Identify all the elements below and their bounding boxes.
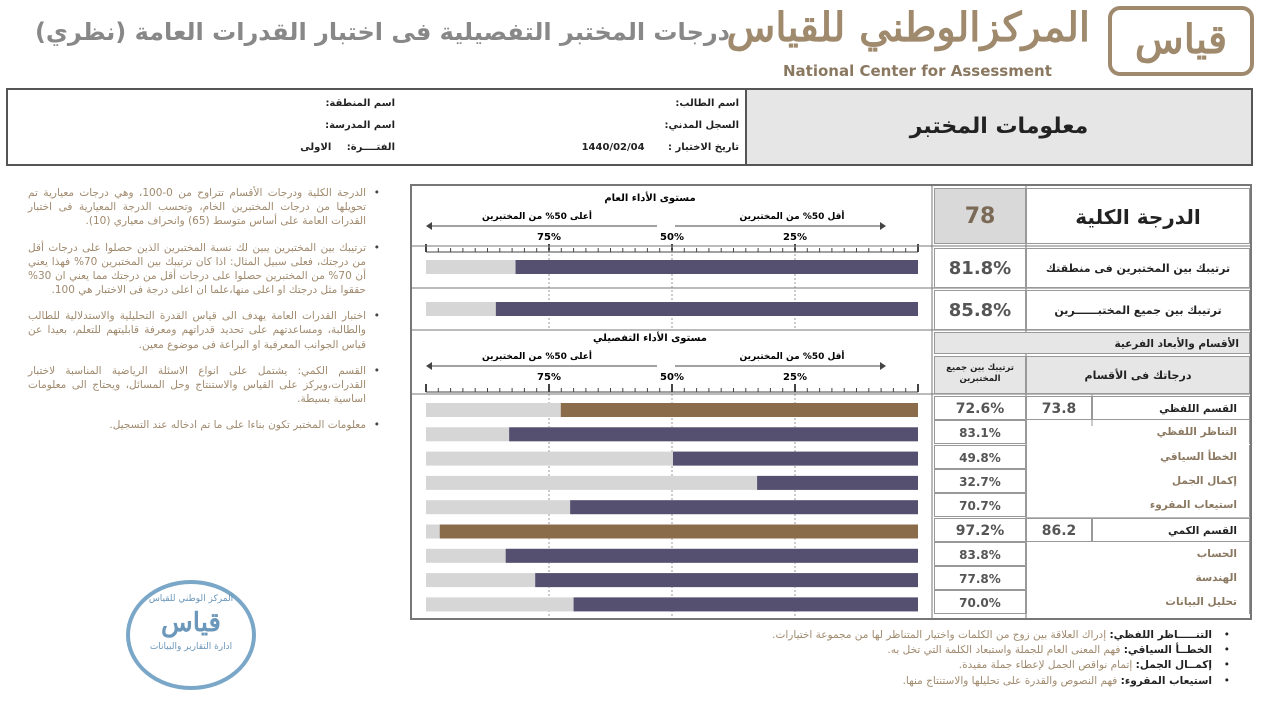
legend-item-label: إكمــال الجمل: xyxy=(1135,659,1212,672)
student-name-label: اسم الطالب: xyxy=(675,98,739,109)
section-label: الحساب xyxy=(1026,542,1250,566)
school-label: اسم المدرسة: xyxy=(325,120,395,131)
overall-left-arrowhead xyxy=(426,222,432,230)
overall-right-arrowhead xyxy=(880,222,886,230)
legend-item xyxy=(410,658,1230,673)
legend-item-label: الخطــأ السياقي: xyxy=(1123,644,1212,657)
legend-item xyxy=(410,643,1230,658)
stamp-top-text: المركز الوطني للقياس xyxy=(148,594,234,604)
period-label: الفتــــرة: xyxy=(346,142,395,153)
definitions-legend xyxy=(410,628,1230,689)
overall-right-arrow-label: أقل 50% من المختبرين xyxy=(739,212,845,222)
rank-region-label: ترتيبك بين المختبرين فى منطقتك xyxy=(1026,248,1250,288)
nca-stamp xyxy=(126,580,256,690)
bar-7 xyxy=(570,500,918,514)
page-title: درجات المختبر التفصيلية فى اختبار القدرات العامة (نظري) xyxy=(34,18,730,46)
section-label: التناظر اللفظي xyxy=(1026,420,1250,444)
bar-4 xyxy=(509,427,918,441)
legend-item xyxy=(410,674,1230,689)
total-score-value: 78 xyxy=(934,188,1026,244)
overall-chart-title: مستوى الأداء العام xyxy=(604,193,696,204)
period-value: الاولى xyxy=(300,142,332,153)
sections-score-col-header: درجاتك فى الأقسام xyxy=(1026,356,1250,394)
section-label: استيعاب المقروء xyxy=(1026,493,1250,517)
section-label: إكمال الجمل xyxy=(1026,469,1250,493)
note-item: • معلومات المختبر تكون بناءا على ما تم ادخاله عند التسجيل. xyxy=(28,418,380,432)
legend-item-text: فهم النصوص والقدرة على تحليلها والاستنتاج منها. xyxy=(902,674,1118,687)
logo-arabic-text: المركزالوطني للقياس xyxy=(726,4,1090,51)
section-rank: 49.8% xyxy=(934,445,1026,469)
legend-item-text: فهم المعنى العام للجملة واستبعاد الكلمة التي تخل به. xyxy=(887,644,1121,657)
bar-9 xyxy=(506,549,918,563)
detail-right-arrow-label: أقل 50% من المختبرين xyxy=(739,352,845,362)
total-score-label: الدرجة الكلية xyxy=(1026,188,1250,244)
bar-8 xyxy=(440,525,918,539)
detail-tick-25: 25% xyxy=(783,372,807,383)
bar-1 xyxy=(516,260,918,274)
note-item: • ترتيبك بين المختبرين يبين لك نسبة المختبرين الذين حصلوا على درجات أقل من درجتك، فعلى سبيل المثال: اذا كان ترتيبك بين المختبرين 70% فهذا يعني أن 70% من المختبرين حصلوا على درجات أقل من درجتك مما يعني ان 30% حققوا مثل درجتك او اعلى منها،علما ان اعلى درجة فى الاختبار هي 100. xyxy=(28,241,380,298)
section-rank: 72.6% xyxy=(934,396,1026,420)
section-rank: 77.8% xyxy=(934,566,1026,590)
note-item: • اختبار القدرات العامة يهدف الى قياس القدرة التحليلية والاستدلالية للطالب والطالبة، ومساعدتهم على تحديد قدراتهم ومعرفة قابليتهم للتعلم، بعيدا عن قياس الجوانب المعرفية او البراعة فى موضوع معين. xyxy=(28,309,380,352)
results-panel xyxy=(410,184,1252,620)
region-label: اسم المنطقة: xyxy=(325,98,395,109)
overall-left-arrow-label: أعلى 50% من المختبرين xyxy=(481,212,593,222)
section-rank: 32.7% xyxy=(934,469,1026,493)
legend-item-text: إدراك العلاقة بين زوج من الكلمات واختيار المتناظر لها من مجموعة اختيارات. xyxy=(772,629,1107,641)
section-rank: 83.1% xyxy=(934,420,1026,444)
overall-tick-75: 75% xyxy=(537,232,561,243)
note-item: • الدرجة الكلية ودرجات الأقسام تتراوح من 0-100، وهي درجات معيارية تم تحويلها من درجات المختبرين الخام، وتحسب الدرجة المعيارية فى اختبار القدرات العامة على أساس متوسط (65) وانحراف معياري (10). xyxy=(28,186,380,229)
section-rank: 70.7% xyxy=(934,493,1026,517)
rank-region-value: 81.8% xyxy=(934,248,1026,288)
note-item: • القسم الكمي: يشتمل على انواع الاسئلة الرياضية المناسبة لاختبار القدرات،ويركز على القياس والاستنتاج وحل المسائل، ويحتاج الى معلومات اساسية بسيطة. xyxy=(28,364,380,407)
sections-header-title: الأقسام والأبعاد الفرعية xyxy=(934,332,1250,354)
sections-rank-col-header: ترتيبك بين جميع المختبرين xyxy=(934,356,1026,394)
section-rank: 70.0% xyxy=(934,590,1026,614)
civil-record-label: السجل المدني: xyxy=(664,120,739,131)
section-label: القسم الكمي xyxy=(1092,518,1250,542)
overall-tick-50: 50% xyxy=(660,232,684,243)
overall-tick-25: 25% xyxy=(783,232,807,243)
detail-right-arrowhead xyxy=(880,362,886,370)
detail-left-arrow-label: أعلى 50% من المختبرين xyxy=(481,352,593,362)
bar-3 xyxy=(561,403,918,417)
bar-6 xyxy=(757,476,918,490)
bar-5 xyxy=(673,452,918,466)
detail-chart-title: مستوى الأداء التفصيلي xyxy=(593,333,707,344)
legend-item-label: التنـــــاظر اللفظي: xyxy=(1109,629,1212,641)
detail-tick-50: 50% xyxy=(660,372,684,383)
nca-logo xyxy=(726,4,1260,80)
qiyas-logo-mark: قياس xyxy=(1108,6,1254,76)
explanatory-notes xyxy=(28,186,380,444)
examinee-info-box xyxy=(6,88,1253,166)
logo-english-text: National Center for Assessment xyxy=(783,62,1052,80)
section-score: 73.8 xyxy=(1026,396,1092,420)
rank-all-label: ترتيبك بين جميع المختبــــــرين xyxy=(1026,290,1250,330)
section-label: الهندسة xyxy=(1026,566,1250,590)
section-label: الخطأ السياقي xyxy=(1026,445,1250,469)
test-date xyxy=(582,142,739,153)
examinee-info-title: معلومات المختبر xyxy=(745,90,1251,164)
test-date-label: تاريخ الاختبار : xyxy=(668,142,739,153)
detail-ruler xyxy=(426,384,918,392)
section-rank: 83.8% xyxy=(934,542,1026,566)
section-label: تحليل البيانات xyxy=(1026,590,1250,614)
bars-group xyxy=(426,246,918,618)
bar-11 xyxy=(574,597,918,611)
bar-2 xyxy=(496,302,918,316)
stamp-mark: قياس xyxy=(161,608,221,638)
legend-item xyxy=(410,628,1230,643)
section-score: 86.2 xyxy=(1026,518,1092,542)
bar-10 xyxy=(535,573,918,587)
period xyxy=(300,142,395,153)
section-label: القسم اللفظي xyxy=(1092,396,1250,420)
rank-all-value: 85.8% xyxy=(934,290,1026,330)
stamp-bottom-text: ادارة التقارير والبيانات xyxy=(149,642,233,652)
legend-item-label: استيعاب المقروء: xyxy=(1120,674,1212,687)
test-date-value: 1440/02/04 xyxy=(581,142,645,153)
section-rank: 97.2% xyxy=(934,518,1026,542)
detail-left-arrowhead xyxy=(426,362,432,370)
legend-item-text: إتمام نواقص الجمل لإعطاء جملة مفيدة. xyxy=(958,659,1133,672)
detail-tick-75: 75% xyxy=(537,372,561,383)
